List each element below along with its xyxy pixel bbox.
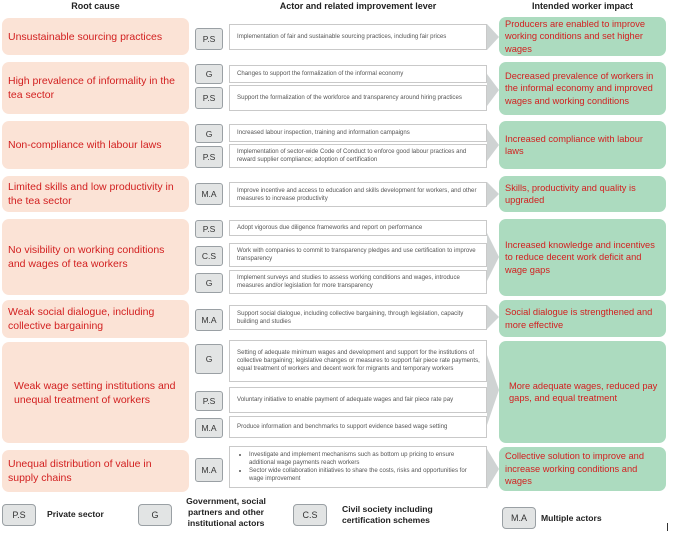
lever-box: Work with companies to commit to transparency pledges and use certification to improve transparency	[229, 243, 487, 267]
impact-labour-compliance: Increased compliance with labour laws	[499, 121, 666, 169]
legend-badge-government: G	[138, 504, 172, 526]
root-cause-social-dialogue: Weak social dialogue, including collective bargaining	[2, 300, 189, 338]
impact-skills-upgraded: Skills, productivity and quality is upgraded	[499, 176, 666, 212]
arrow-right-icon	[487, 129, 499, 161]
header-actor-lever: Actor and related improvement lever	[279, 1, 437, 11]
impact-collective-solution: Collective solution to improve and increase working conditions and wages	[499, 447, 666, 491]
arrow-right-icon	[487, 74, 499, 106]
actor-badge: C.S	[195, 246, 223, 266]
arrow-right-icon	[487, 305, 499, 329]
lever-box: Improve incentive and access to education and skills development for workers, and other measures to increase productivity	[229, 182, 487, 207]
lever-bullet-list	[237, 451, 480, 483]
lever-box: Voluntary initiative to enable payment of adequate wages and fair piece rate pay	[229, 387, 487, 413]
lever-bullet: • Investigate and implement mechanisms such as bottom up pricing to ensure additional wage payments reach workers	[249, 451, 480, 467]
root-cause-skills: Limited skills and low productivity in the tea sector	[2, 176, 189, 212]
header-root-cause: Root cause	[71, 1, 120, 11]
lever-box: Support the formalization of the workforce and transparency around hiring practices	[229, 85, 487, 111]
arrow-right-icon	[487, 182, 499, 206]
actor-badge: M.A	[195, 309, 223, 331]
impact-knowledge-incentives: Increased knowledge and incentives to reduce decent work deficit and wage gaps	[499, 219, 666, 296]
legend-badge-multiple-actors: M.A	[502, 507, 536, 529]
actor-badge: M.A	[195, 418, 223, 438]
actor-badge: P.S	[195, 87, 223, 109]
lever-box: Adopt vigorous due diligence frameworks and report on performance	[229, 220, 487, 236]
actor-badge: M.A	[195, 183, 223, 205]
root-cause-visibility: No visibility on working conditions and wages of tea workers	[2, 219, 189, 295]
actor-badge: P.S	[195, 391, 223, 411]
legend-label-private-sector: Private sector	[47, 509, 104, 519]
actor-badge: G	[195, 124, 223, 143]
actor-badge: P.S	[195, 28, 223, 50]
edge-tick-mark	[667, 523, 668, 531]
lever-box-bulleted	[229, 446, 487, 488]
root-cause-sourcing: Unsustainable sourcing practices	[2, 18, 189, 55]
root-cause-value-distribution: Unequal distribution of value in supply chains	[2, 450, 189, 492]
lever-box: Changes to support the formalization of the informal economy	[229, 65, 487, 83]
legend-label-civil-society: Civil society including certification schemes	[342, 504, 433, 525]
impact-social-dialogue: Social dialogue is strengthened and more effective	[499, 300, 666, 337]
actor-badge: P.S	[195, 220, 223, 238]
header-worker-impact: Intended worker impact	[531, 1, 634, 11]
lever-box: Produce information and benchmarks to support evidence based wage setting	[229, 416, 487, 438]
legend-badge-civil-society: C.S	[293, 504, 327, 526]
legend-badge-private-sector: P.S	[2, 504, 36, 526]
legend-label-multiple-actors: Multiple actors	[541, 513, 602, 523]
actor-badge: M.A	[195, 458, 223, 482]
arrow-right-icon	[487, 449, 499, 489]
actor-badge: G	[195, 273, 223, 293]
lever-bullet: • Sector wide collaboration initiatives to share the costs, risks and opportunities for wage improvement	[249, 467, 480, 483]
lever-box: Implement surveys and studies to assess working conditions and wages, introduce measures and/or legislation for more transparency	[229, 270, 487, 294]
actor-badge: P.S	[195, 146, 223, 168]
lever-box: Setting of adequate minimum wages and development and support for the institutions of collective bargaining; legislative changes or measures to support fair piece rate payments, equal treatment of workers and decent work for migrants and temporary workers	[229, 340, 487, 382]
lever-box: Support social dialogue, including collective bargaining, through legislation, capacity building and studies	[229, 305, 487, 330]
root-cause-wage-institutions: Weak wage setting institutions and unequal treatment of workers	[2, 342, 189, 443]
root-cause-labour-laws: Non-compliance with labour laws	[2, 121, 189, 169]
lever-box: Increased labour inspection, training and information campaigns	[229, 124, 487, 142]
actor-badge: G	[195, 64, 223, 84]
arrow-right-icon	[487, 233, 499, 281]
legend-label-government: Government, social partners and other institutional actors	[186, 496, 266, 528]
impact-adequate-wages: More adequate wages, reduced pay gaps, and equal treatment	[499, 341, 666, 443]
root-cause-informality: High prevalence of informality in the tea sector	[2, 62, 189, 114]
arrow-right-icon	[487, 24, 499, 50]
impact-producers-enabled: Producers are enabled to improve working conditions and set higher wages	[499, 17, 666, 56]
lever-box: Implementation of sector-wide Code of Conduct to enforce good labour practices and reward supplier compliance; adoption of certification	[229, 144, 487, 168]
arrow-right-icon	[487, 355, 499, 425]
actor-badge: G	[195, 344, 223, 374]
lever-box: Implementation of fair and sustainable sourcing practices, including fair prices	[229, 24, 487, 50]
impact-decreased-informality: Decreased prevalence of workers in the informal economy and improved wages and working conditions	[499, 62, 666, 115]
